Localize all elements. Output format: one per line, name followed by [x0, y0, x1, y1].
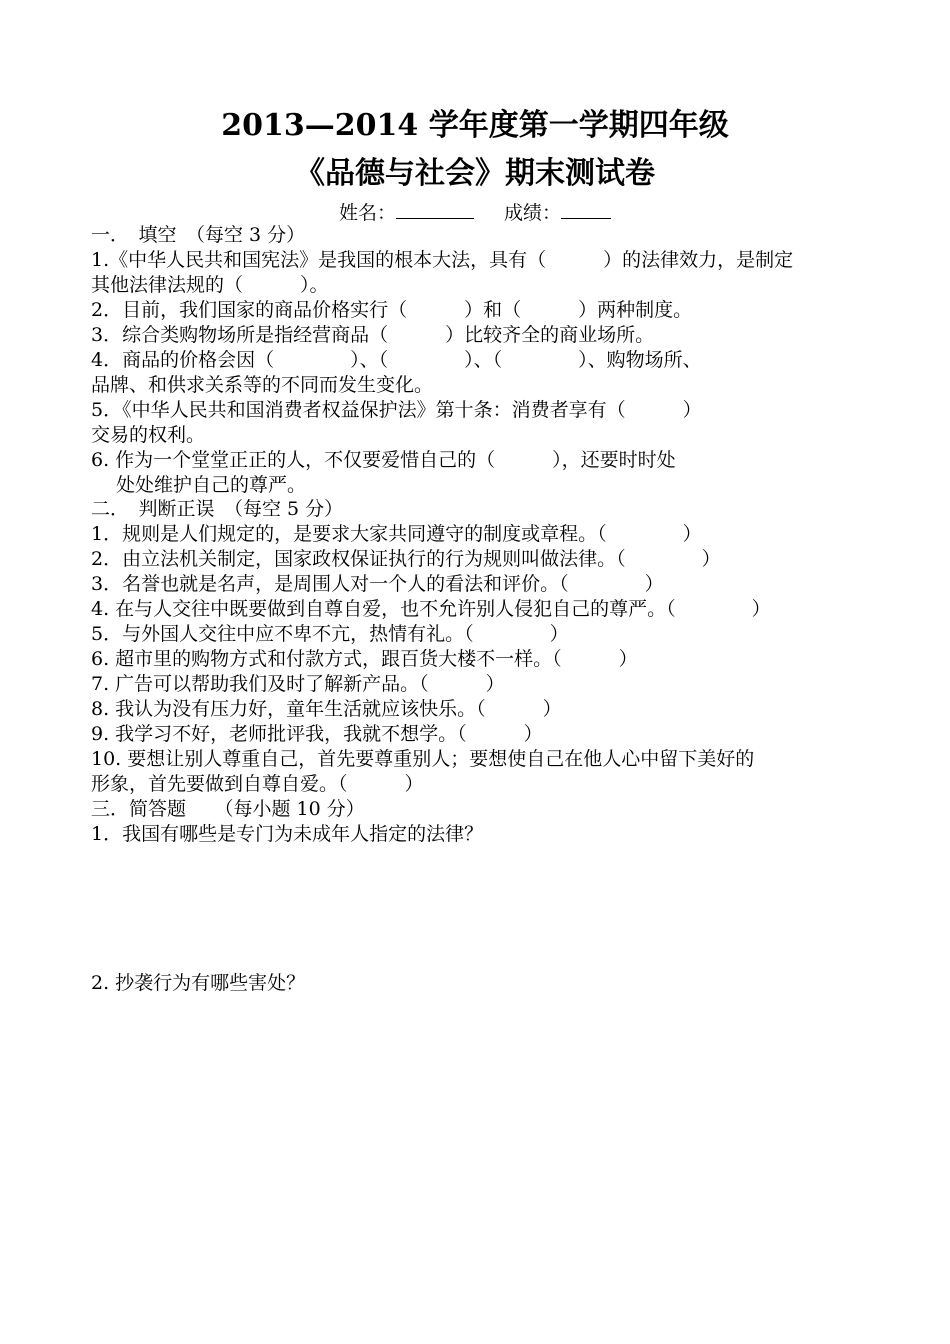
judge-q4: 4. 在与人交往中既要做到自尊自爱，也不允许别人侵犯自己的尊严。（ ）: [91, 598, 771, 620]
fill-q4-line1: 4．商品的价格会因（ ）、（ ）、（ ）、购物场所、: [91, 349, 702, 371]
score-blank[interactable]: [561, 200, 611, 219]
fill-q3: 3．综合类购物场所是指经营商品（ ）比较齐全的商业场所。: [91, 324, 655, 346]
judge-q7: 7. 广告可以帮助我们及时了解新产品。（ ）: [91, 673, 505, 695]
short-answer-q1: 1．我国有哪些是专门为未成年人指定的法律？: [91, 823, 484, 845]
name-blank[interactable]: [396, 200, 474, 219]
short-answer-q2: 2. 抄袭行为有哪些害处？: [91, 972, 306, 994]
name-label: 姓名：: [338, 202, 396, 224]
judge-q10-line1: 10. 要想让别人尊重自己，首先要尊重别人；要想使自己在他人心中留下美好的: [91, 748, 755, 770]
score-label: 成绩：: [504, 202, 562, 224]
section3-heading: 三．简答题 （每小题 10 分）: [91, 798, 365, 820]
judge-q3: 3．名誉也就是名声，是周围人对一个人的看法和评价。（ ）: [91, 573, 664, 595]
fill-q6-line2: 处处维护自己的尊严。: [116, 474, 307, 496]
exam-title-line2: 《品德与社会》期末测试卷: [295, 156, 655, 191]
fill-q1-line1: 1.《中华人民共和国宪法》是我国的根本大法，具有（ ）的法律效力，是制定: [91, 249, 794, 271]
judge-q9: 9. 我学习不好，老师批评我，我就不想学。（ ）: [91, 723, 543, 745]
exam-title-line1: 2013—2014 学年度第一学期四年级: [221, 108, 729, 143]
fill-q5-line1: 5．《中华人民共和国消费者权益保护法》第十条：消费者享有（ ）: [91, 399, 702, 421]
judge-q6: 6. 超市里的购物方式和付款方式，跟百货大楼不一样。（ ）: [91, 648, 638, 670]
section1-heading: 一． 填空 （每空 3 分）: [91, 224, 306, 246]
judge-q5: 5．与外国人交往中应不卑不亢，热情有礼。（ ）: [91, 623, 569, 645]
fill-q5-line2: 交易的权利。: [91, 424, 206, 446]
fill-q4-line2: 品牌、和供求关系等的不同而发生变化。: [91, 374, 434, 396]
judge-q2: 2．由立法机关制定，国家政权保证执行的行为规则叫做法律。（ ）: [91, 548, 721, 570]
judge-q10-line2: 形象，首先要做到自尊自爱。（ ）: [91, 773, 424, 795]
judge-q8: 8. 我认为没有压力好，童年生活就应该快乐。（ ）: [91, 698, 562, 720]
judge-q1: 1．规则是人们规定的，是要求大家共同遵守的制度或章程。（ ）: [91, 523, 702, 545]
fill-q6-line1: 6. 作为一个堂堂正正的人，不仅要爱惜自己的（ ），还要时时处: [91, 449, 676, 471]
section2-heading: 二． 判断正误 （每空 5 分）: [91, 498, 344, 520]
fill-q1-line2: 其他法律法规的（ ）。: [91, 274, 329, 296]
fill-q2: 2．目前，我们国家的商品价格实行（ ）和（ ）两种制度。: [91, 299, 693, 321]
